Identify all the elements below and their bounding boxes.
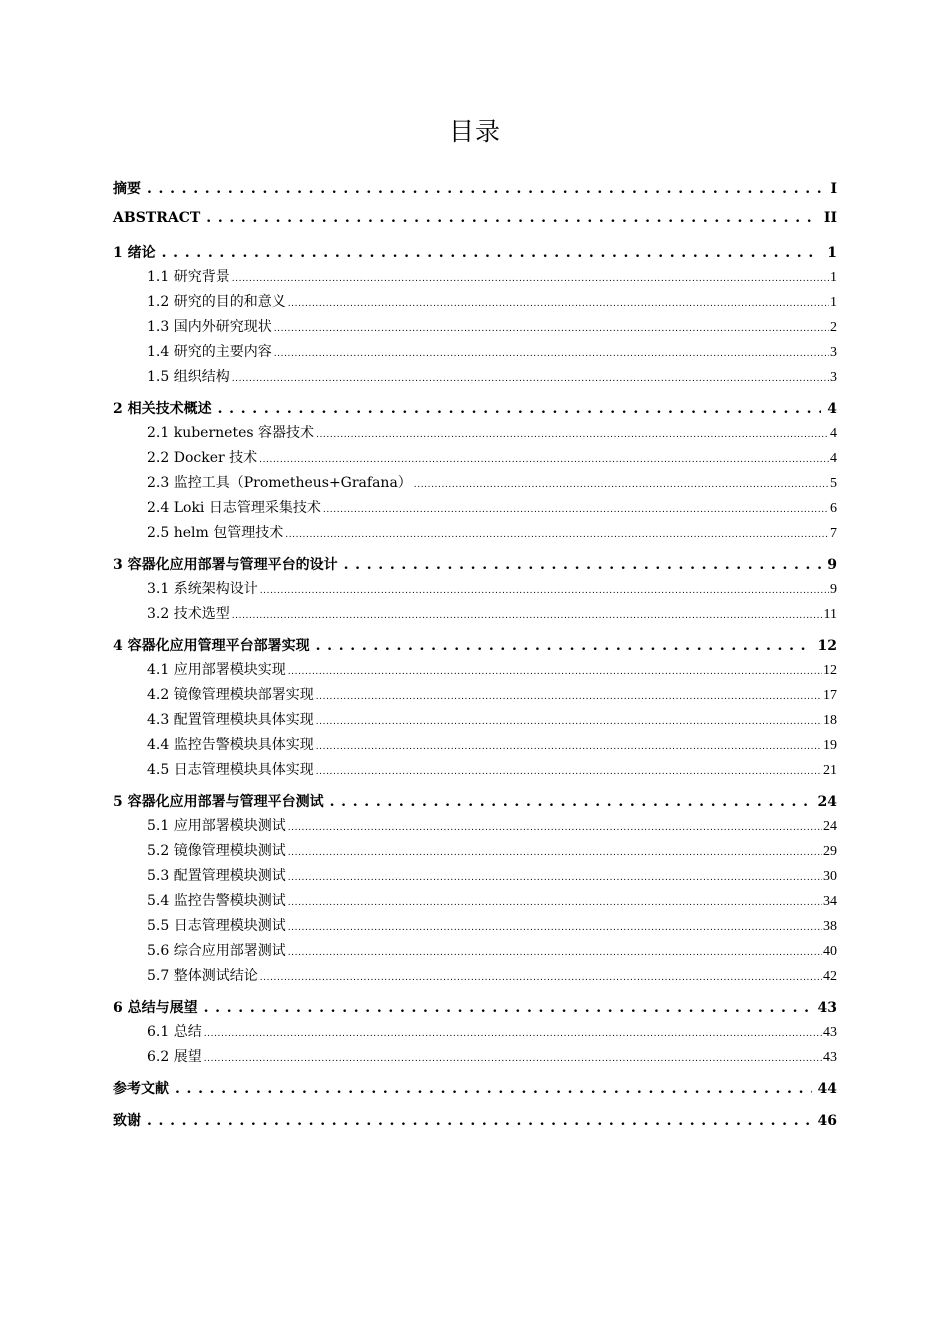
toc-entry-label: 6.2 展望 [147, 1049, 202, 1065]
toc-page-number: I [830, 181, 837, 197]
toc-entry-label: 6 总结与展望 [113, 1000, 198, 1016]
toc-dot-leader [316, 737, 822, 753]
toc-dot-leader [260, 581, 829, 597]
toc-entry-label: 1.5 组织结构 [147, 369, 230, 385]
toc-dot-leader [274, 319, 829, 335]
toc-entry-label: 2.2 Docker 技术 [147, 450, 258, 466]
toc-page-number: 1 [830, 295, 837, 310]
toc-dot-leader [147, 1113, 812, 1129]
toc-dot-leader [288, 868, 822, 884]
toc-section-entry[interactable] [113, 940, 837, 964]
toc-entry-label: 4.1 应用部署模块实现 [147, 662, 286, 678]
toc-section-entry[interactable] [113, 684, 837, 708]
toc-page-number: 11 [823, 607, 837, 622]
toc-page-number: 9 [830, 582, 837, 597]
toc-entry-label: 5.2 镜像管理模块测试 [147, 843, 286, 859]
toc-dot-leader [274, 344, 829, 360]
toc-section-entry[interactable] [113, 709, 837, 733]
toc-dot-leader [288, 943, 822, 959]
toc-page-number: 12 [823, 663, 837, 678]
toc-section-entry[interactable] [113, 578, 837, 602]
toc-entry-label: 致谢 [113, 1113, 141, 1129]
toc-entry-label: 6.1 总结 [147, 1024, 202, 1040]
toc-section-entry[interactable] [113, 291, 837, 315]
toc-page-number: 38 [823, 919, 837, 934]
toc-dot-leader [316, 687, 822, 703]
toc-entry-label: 5.3 配置管理模块测试 [147, 868, 286, 884]
toc-chapter-entry[interactable] [113, 178, 837, 202]
toc-section-entry[interactable] [113, 915, 837, 939]
toc-page-number: 43 [823, 1050, 837, 1065]
toc-dot-leader [288, 893, 822, 909]
toc-page-number: 29 [823, 844, 837, 859]
toc-entry-label: 1 绪论 [113, 245, 156, 261]
toc-entry-label: 摘要 [113, 181, 141, 197]
toc-section-entry[interactable] [113, 734, 837, 758]
toc-page-number: 1 [830, 270, 837, 285]
toc-entry-label: 1.1 研究背景 [147, 269, 230, 285]
toc-dot-leader [323, 500, 829, 516]
toc-entry-label: 2.5 helm 包管理技术 [147, 525, 284, 541]
toc-entry-label: 4.5 日志管理模块具体实现 [147, 762, 314, 778]
toc-page-number: 3 [830, 345, 837, 360]
toc-section-entry[interactable] [113, 603, 837, 627]
toc-entry-label: 2.1 kubernetes 容器技术 [147, 425, 315, 441]
toc-page-number: II [823, 210, 837, 226]
toc-page-number: 9 [827, 557, 837, 573]
toc-entry-label: 参考文献 [113, 1081, 169, 1097]
toc-section-entry[interactable] [113, 447, 837, 471]
toc-page-number: 30 [823, 869, 837, 884]
toc-section-entry[interactable] [113, 965, 837, 989]
page-title: 目录 [448, 117, 501, 146]
toc-entry-label: 3.1 系统架构设计 [147, 581, 258, 597]
toc-page-number: 12 [817, 638, 837, 654]
toc-section-entry[interactable] [113, 840, 837, 864]
toc-entry-label: 1.4 研究的主要内容 [147, 344, 272, 360]
toc-entry-label: 3.2 技术选型 [147, 606, 230, 622]
toc-dot-leader [206, 210, 818, 226]
toc-chapter-entry[interactable] [113, 1078, 837, 1102]
toc-section-entry[interactable] [113, 366, 837, 390]
toc-page-number: 7 [830, 526, 837, 541]
toc-page-number: 44 [817, 1081, 837, 1097]
toc-section-entry[interactable] [113, 1021, 837, 1045]
toc-page-number: 6 [830, 501, 837, 516]
toc-entry-label: 5.7 整体测试结论 [147, 968, 258, 984]
toc-chapter-entry[interactable] [113, 242, 837, 266]
toc-page-number: 4 [827, 401, 837, 417]
toc-page-number: 24 [817, 794, 837, 810]
toc-section-entry[interactable] [113, 266, 837, 290]
toc-page-number: 4 [830, 451, 837, 466]
toc-dot-leader [204, 1024, 822, 1040]
toc-entry-label: 2.4 Loki 日志管理采集技术 [147, 500, 321, 516]
toc-section-entry[interactable] [113, 522, 837, 546]
toc-chapter-entry[interactable] [113, 791, 837, 815]
toc-page-number: 1 [827, 245, 837, 261]
toc-dot-leader [285, 525, 829, 541]
toc-page-number: 19 [823, 738, 837, 753]
toc-section-entry[interactable] [113, 1046, 837, 1070]
toc-section-entry[interactable] [113, 316, 837, 340]
toc-page-number: 21 [823, 763, 837, 778]
toc-page-number: 17 [823, 688, 837, 703]
toc-dot-leader [232, 606, 823, 622]
toc-page-number: 3 [830, 370, 837, 385]
toc-entry-label: 5.5 日志管理模块测试 [147, 918, 286, 934]
toc-dot-leader [344, 557, 822, 573]
toc-page-number: 2 [830, 320, 837, 335]
toc-entry-label: 1.3 国内外研究现状 [147, 319, 272, 335]
toc-entry-label: 2.3 监控工具（Prometheus+Grafana） [147, 475, 412, 491]
toc-page-number: 5 [830, 476, 837, 491]
toc-dot-leader [288, 918, 822, 934]
toc-dot-leader [288, 843, 822, 859]
toc-page-number: 34 [823, 894, 837, 909]
toc-entry-label: 4.3 配置管理模块具体实现 [147, 712, 314, 728]
toc-page-number: 4 [830, 426, 837, 441]
toc-dot-leader [316, 762, 822, 778]
toc-dot-leader [330, 794, 812, 810]
toc-entry-label: 3 容器化应用部署与管理平台的设计 [113, 557, 338, 573]
toc-dot-leader [288, 662, 822, 678]
toc-page-number: 46 [817, 1113, 837, 1129]
toc-page-number: 24 [823, 819, 837, 834]
toc-entry-label: ABSTRACT [113, 210, 201, 226]
toc-entry-label: 5.4 监控告警模块测试 [147, 893, 286, 909]
toc-dot-leader [316, 638, 812, 654]
toc-chapter-entry[interactable] [113, 997, 837, 1021]
toc-section-entry[interactable] [113, 890, 837, 914]
toc-section-entry[interactable] [113, 472, 837, 496]
toc-page-number: 43 [823, 1025, 837, 1040]
toc-dot-leader [414, 475, 829, 491]
toc-dot-leader [288, 294, 829, 310]
toc-dot-leader [204, 1049, 822, 1065]
toc-section-entry[interactable] [113, 659, 837, 683]
toc-chapter-entry[interactable] [113, 398, 837, 422]
toc-section-entry[interactable] [113, 759, 837, 783]
toc-dot-leader [204, 1000, 812, 1016]
toc-entry-label: 2 相关技术概述 [113, 401, 212, 417]
toc-chapter-entry[interactable] [113, 554, 837, 578]
toc-page-number: 42 [823, 969, 837, 984]
toc-section-entry[interactable] [113, 865, 837, 889]
toc-entry-label: 5.1 应用部署模块测试 [147, 818, 286, 834]
toc-dot-leader [175, 1081, 812, 1097]
toc-entry-label: 4 容器化应用管理平台部署实现 [113, 638, 310, 654]
toc-dot-leader [259, 450, 829, 466]
toc-section-entry[interactable] [113, 497, 837, 521]
toc-page-number: 40 [823, 944, 837, 959]
toc-chapter-entry[interactable] [113, 210, 837, 234]
toc-chapter-entry[interactable] [113, 635, 837, 659]
toc-entry-label: 5 容器化应用部署与管理平台测试 [113, 794, 324, 810]
toc-dot-leader [260, 968, 822, 984]
toc-dot-leader [288, 818, 822, 834]
toc-page-number: 18 [823, 713, 837, 728]
toc-section-entry[interactable] [113, 341, 837, 365]
toc-entry-label: 1.2 研究的目的和意义 [147, 294, 286, 310]
toc-chapter-entry[interactable] [113, 1110, 837, 1134]
toc-dot-leader [147, 181, 824, 197]
toc-dot-leader [218, 401, 822, 417]
toc-entry-label: 5.6 综合应用部署测试 [147, 943, 286, 959]
toc-dot-leader [162, 245, 822, 261]
toc-section-entry[interactable] [113, 422, 837, 446]
toc-entry-label: 4.4 监控告警模块具体实现 [147, 737, 314, 753]
toc-dot-leader [316, 712, 822, 728]
toc-dot-leader [232, 369, 829, 385]
toc-section-entry[interactable] [113, 815, 837, 839]
toc-entry-label: 4.2 镜像管理模块部署实现 [147, 687, 314, 703]
toc-page-number: 43 [817, 1000, 837, 1016]
toc-dot-leader [232, 269, 829, 285]
toc-dot-leader [316, 425, 829, 441]
